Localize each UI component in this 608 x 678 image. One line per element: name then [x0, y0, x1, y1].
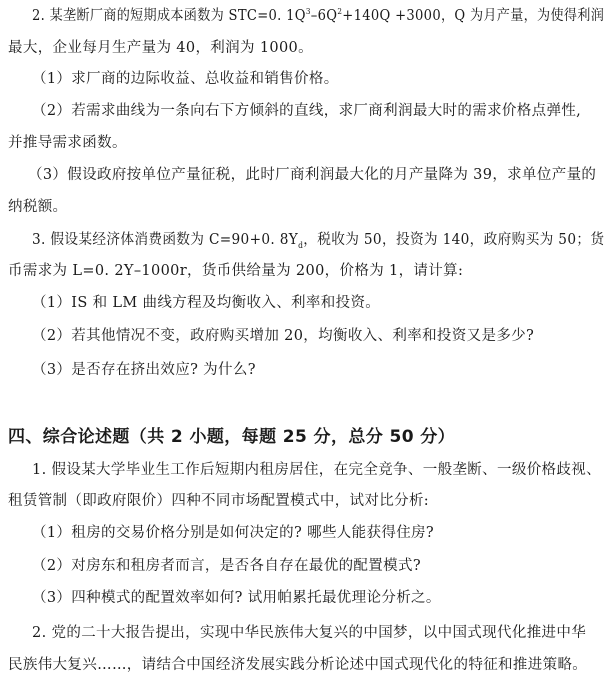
q3-line1: 3. 假设某经济体消费函数为 C=90+0. $8Y_d$，税收为 50，投资为 140，政府购买为 50；货 [32, 232, 605, 250]
q2-sub2-line1: （2）若需求曲线为一条向右下方倾斜的直线，求厂商利润最大时的需求价格点弹性, [32, 103, 582, 119]
s4-q1-sub2: （2）对房东和租房者而言，是否各自存在最优的配置模式? [32, 558, 421, 574]
q2-line2: 最大，企业每月生产量为 40，利润为 1000。 [8, 40, 313, 56]
s4-q1-sub1: （1）租房的交易价格分别是如何决定的? 哪些人能获得住房? [32, 525, 435, 541]
q3-sub1: （1）IS 和 LM 曲线方程及均衡收入、利率和投资。 [32, 295, 381, 311]
s4-q1-line1: 1. 假设某大学毕业生工作后短期内租房居住，在完全竞争、一般垄断、一级价格歧视、 [32, 462, 601, 478]
q3-sub3: （3）是否存在挤出效应? 为什么? [32, 362, 256, 378]
q3-line2: 币需求为 L=0. 2Y–1000r，货币供给量为 200，价格为 1，请计算: [8, 263, 464, 279]
q2-sub3-line1: （3）假设政府按单位产量征税，此时厂商利润最大化的月产量降为 39，求单位产量的 [28, 167, 597, 183]
q2-sub3-line2: 纳税额。 [8, 199, 68, 215]
section-title: 四、综合论述题（共 2 小题，每题 25 分，总分 50 分） [8, 427, 456, 447]
s4-q1-sub3: （3）四种模式的配置效率如何? 试用帕累托最优理论分析之。 [32, 590, 441, 606]
q2-line1: 2. 某垄断厂商的短期成本函数为 STC=0. $1Q^3-6Q^2+140Q +3000$，Q 为月产量，为使得利润 [32, 7, 605, 24]
s4-q2-line2: 民族伟大复兴……，请结合中国经济发展实践分析论述中国式现代化的特征和推进策略。 [8, 657, 588, 673]
s4-q1-line2: 租赁管制（即政府限价）四种不同市场配置模式中，试对比分析: [8, 493, 430, 509]
s4-q2-line1: 2. 党的二十大报告提出，实现中华民族伟大复兴的中国梦，以中国式现代化推进中华 [32, 625, 587, 641]
q2-sub1: （1）求厂商的边际收益、总收益和销售价格。 [32, 71, 339, 87]
q2-sub2-line2: 并推导需求函数。 [8, 135, 127, 151]
q3-sub2: （2）若其他情况不变，政府购买增加 20，均衡收入、利率和投资又是多少? [32, 328, 535, 344]
